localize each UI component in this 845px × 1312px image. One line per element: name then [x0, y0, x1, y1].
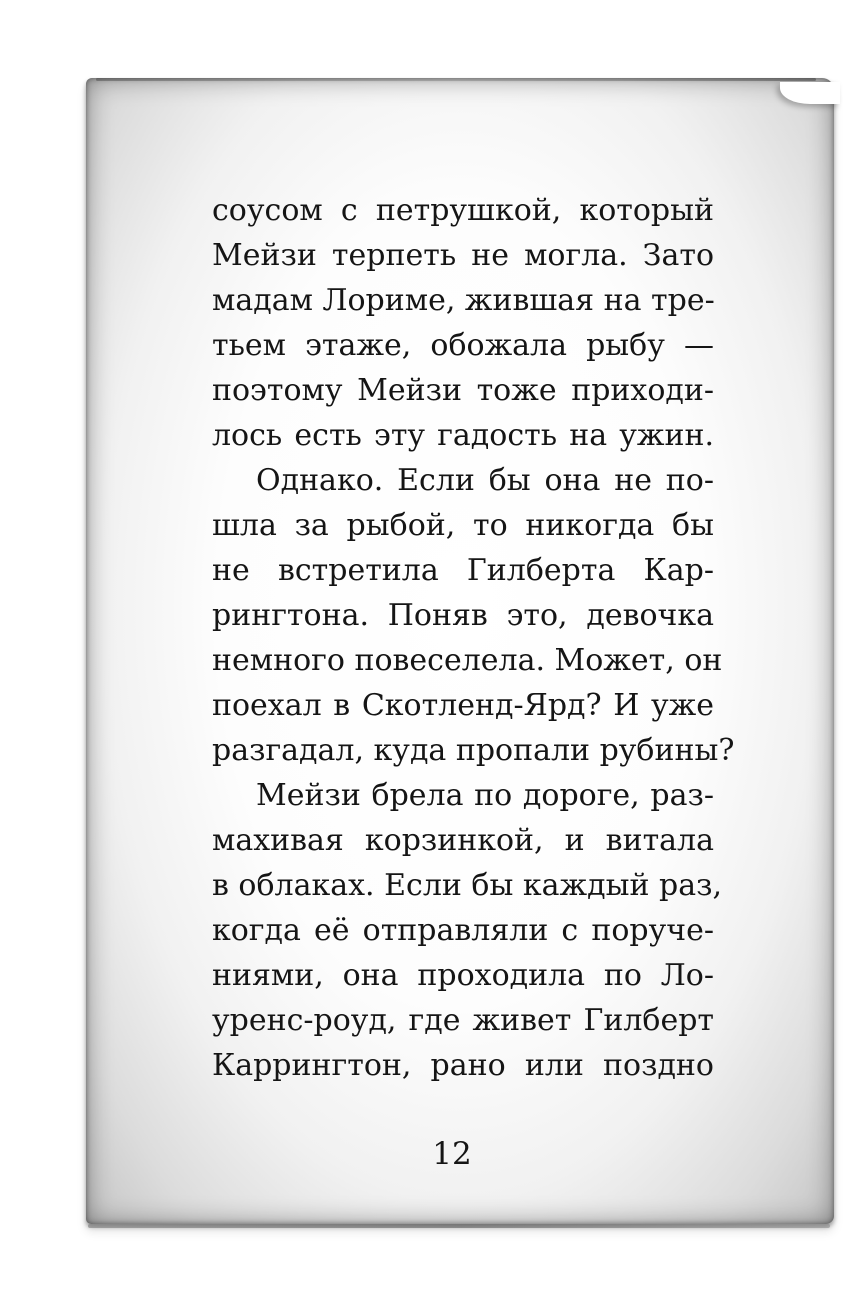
text-line: Каррингтон, рано или поздно — [212, 1048, 714, 1083]
text-line: когда её отправляли с поруче- — [212, 913, 714, 948]
text-line: Мейзи брела по дороге, раз- — [256, 778, 714, 813]
text-line: немного повеселела. Может, он — [212, 643, 723, 678]
text-line: ниями, она проходила по Ло- — [212, 958, 714, 993]
text-line: рингтона. Поняв это, девочка — [212, 598, 714, 633]
page-top-edge — [96, 78, 816, 81]
text-line: в облаках. Если бы каждый раз, — [212, 868, 722, 903]
text-line: махивая корзинкой, и витала — [212, 823, 714, 858]
page-number: 12 — [432, 1136, 472, 1172]
text-line: поехал в Скотленд-Ярд? И уже — [212, 688, 714, 723]
text-line: Однако. Если бы она не по- — [256, 463, 714, 498]
text-line: разгадал, куда пропали рубины? — [212, 733, 735, 768]
page-bottom-edge — [88, 1224, 830, 1228]
text-line: соусом с петрушкой, который — [212, 193, 714, 228]
page-body-text — [212, 188, 735, 1088]
text-line: шла за рыбой, то никогда бы — [212, 508, 714, 543]
text-line: тьем этаже, обожала рыбу — — [212, 328, 714, 363]
page-torn-corner — [780, 82, 840, 104]
text-line: не встретила Гилберта Кар- — [212, 553, 714, 588]
text-line: лось есть эту гадость на ужин. — [212, 418, 714, 453]
text-line: Мейзи терпеть не могла. Зато — [212, 238, 714, 273]
text-line: уренс-роуд, где живет Гилберт — [212, 1003, 714, 1038]
text-line: поэтому Мейзи тоже приходи- — [212, 373, 714, 408]
text-line: мадам Лориме, жившая на тре- — [212, 283, 715, 318]
